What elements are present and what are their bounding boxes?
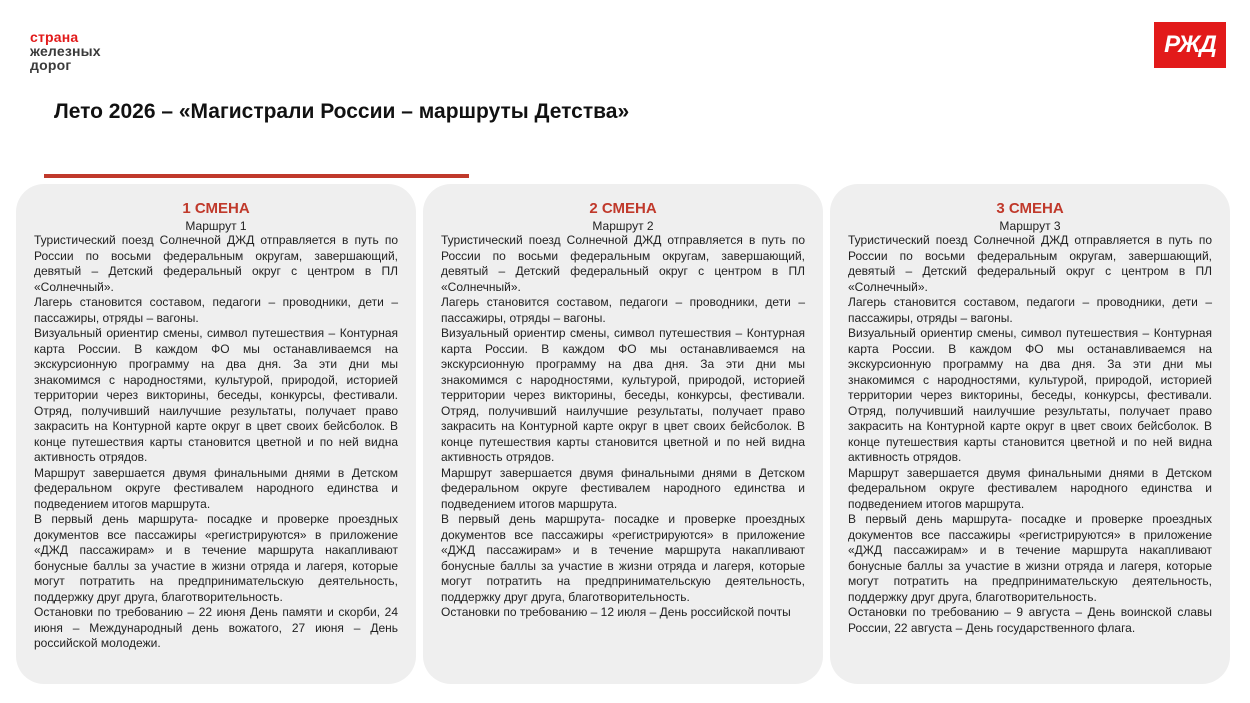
paragraph: Остановки по требованию – 12 июля – День российской почты	[441, 605, 791, 619]
page-title: Лето 2026 – «Магистрали России – маршруты Детства»	[54, 100, 630, 123]
shift-card-1	[16, 184, 416, 684]
paragraph: Туристический поезд Солнечной ДЖД отправляется в путь по России по восьми федеральным округам, завершающий, девятый – Детский федеральный округ с центром в ПЛ «Солнечный».	[34, 233, 398, 294]
rzd-logo-text: РЖД	[1164, 31, 1216, 58]
shift-description	[441, 233, 805, 621]
paragraph: Лагерь становится составом, педагоги – проводники, дети – пассажиры, отряды – вагоны.	[34, 295, 398, 325]
paragraph: Лагерь становится составом, педагоги – проводники, дети – пассажиры, отряды – вагоны.	[441, 295, 805, 325]
shift-description	[848, 233, 1212, 636]
paragraph: Остановки по требованию – 22 июня День памяти и скорби, 24 июня – Международный день вожатого, 27 июня – День российской молодежи.	[34, 605, 398, 650]
shift-heading: 1 СМЕНА	[182, 200, 250, 217]
brand-line-1: страна	[30, 29, 79, 45]
paragraph: Маршрут завершается двумя финальными днями в Детском федеральном округе фестивалем народного единства и подведением итогов маршрута.	[441, 465, 805, 511]
paragraph: Остановки по требованию – 9 августа – День воинской славы России, 22 августа – День государственного флага.	[848, 605, 1212, 635]
rzd-logo	[1154, 22, 1226, 68]
brand-line-2: железных	[30, 43, 101, 59]
paragraph: В первый день маршрута- посадке и проверке проездных документов все пассажиры «регистрируются» в приложение «ДЖД пассажирам» и в течение маршрута накапливают бонусные баллы за участие в жизни отряда и лагеря, которые могут потратить на предпринимательскую деятельность, поддержку друг друга, благотворительность.	[441, 512, 805, 604]
shift-card-3	[830, 184, 1230, 684]
paragraph: Туристический поезд Солнечной ДЖД отправляется в путь по России по восьми федеральным округам, завершающий, девятый – Детский федеральный округ с центром в ПЛ «Солнечный».	[848, 233, 1212, 294]
brand-wordmark	[30, 30, 101, 72]
paragraph: Визуальный ориентир смены, символ путешествия – Контурная карта России. В каждом ФО мы останавливаемся на экскурсионную программу на два дня. За эти дни мы знакомимся с народностями, культурой, природой, историей территории через викторины, беседы, конкурсы, фестивали. Отряд, получивший наилучшие результаты, получает право закрасить на Контурной карте округ в цвет своих бейсболок. В конце путешествия карты становится цветной и по ней видна активность отрядов.	[34, 326, 398, 464]
paragraph: Визуальный ориентир смены, символ путешествия – Контурная карта России. В каждом ФО мы останавливаемся на экскурсионную программу на два дня. За эти дни мы знакомимся с народностями, культурой, природой, историей территории через викторины, беседы, конкурсы, фестивали. Отряд, получивший наилучшие результаты, получает право закрасить на Контурной карте округ в цвет своих бейсболок. В конце путешествия карты становится цветной и по ней видна активность отрядов.	[441, 326, 805, 464]
brand-line-3: дорог	[30, 57, 72, 73]
shift-card-2	[423, 184, 823, 684]
paragraph: Визуальный ориентир смены, символ путешествия – Контурная карта России. В каждом ФО мы останавливаемся на экскурсионную программу на два дня. За эти дни мы знакомимся с народностями, культурой, природой, историей территории через викторины, беседы, конкурсы, фестивали. Отряд, получивший наилучшие результаты, получает право закрасить на Контурной карте округ в цвет своих бейсболок. В конце путешествия карты становится цветной и по ней видна активность отрядов.	[848, 326, 1212, 464]
route-label: Маршрут 1	[185, 219, 247, 233]
paragraph: В первый день маршрута- посадке и проверке проездных документов все пассажиры «регистрируются» в приложение «ДЖД пассажирам» и в течение маршрута накапливают бонусные баллы за участие в жизни отряда и лагеря, которые могут потратить на предпринимательскую деятельность, поддержку друг друга, благотворительность.	[848, 512, 1212, 604]
shift-heading: 3 СМЕНА	[996, 200, 1064, 217]
route-label: Маршрут 2	[592, 219, 654, 233]
shift-description	[34, 233, 398, 652]
shift-heading: 2 СМЕНА	[589, 200, 657, 217]
paragraph: Маршрут завершается двумя финальными днями в Детском федеральном округе фестивалем народного единства и подведением итогов маршрута.	[34, 465, 398, 511]
route-label: Маршрут 3	[999, 219, 1061, 233]
paragraph: Маршрут завершается двумя финальными днями в Детском федеральном округе фестивалем народного единства и подведением итогов маршрута.	[848, 465, 1212, 511]
paragraph: Туристический поезд Солнечной ДЖД отправляется в путь по России по восьми федеральным округам, завершающий, девятый – Детский федеральный округ с центром в ПЛ «Солнечный».	[441, 233, 805, 294]
title-underline	[44, 174, 469, 178]
paragraph: Лагерь становится составом, педагоги – проводники, дети – пассажиры, отряды – вагоны.	[848, 295, 1212, 325]
paragraph: В первый день маршрута- посадке и проверке проездных документов все пассажиры «регистрируются» в приложение «ДЖД пассажирам» и в течение маршрута накапливают бонусные баллы за участие в жизни отряда и лагеря, которые могут потратить на предпринимательскую деятельность, поддержку друг друга, благотворительность.	[34, 512, 398, 604]
